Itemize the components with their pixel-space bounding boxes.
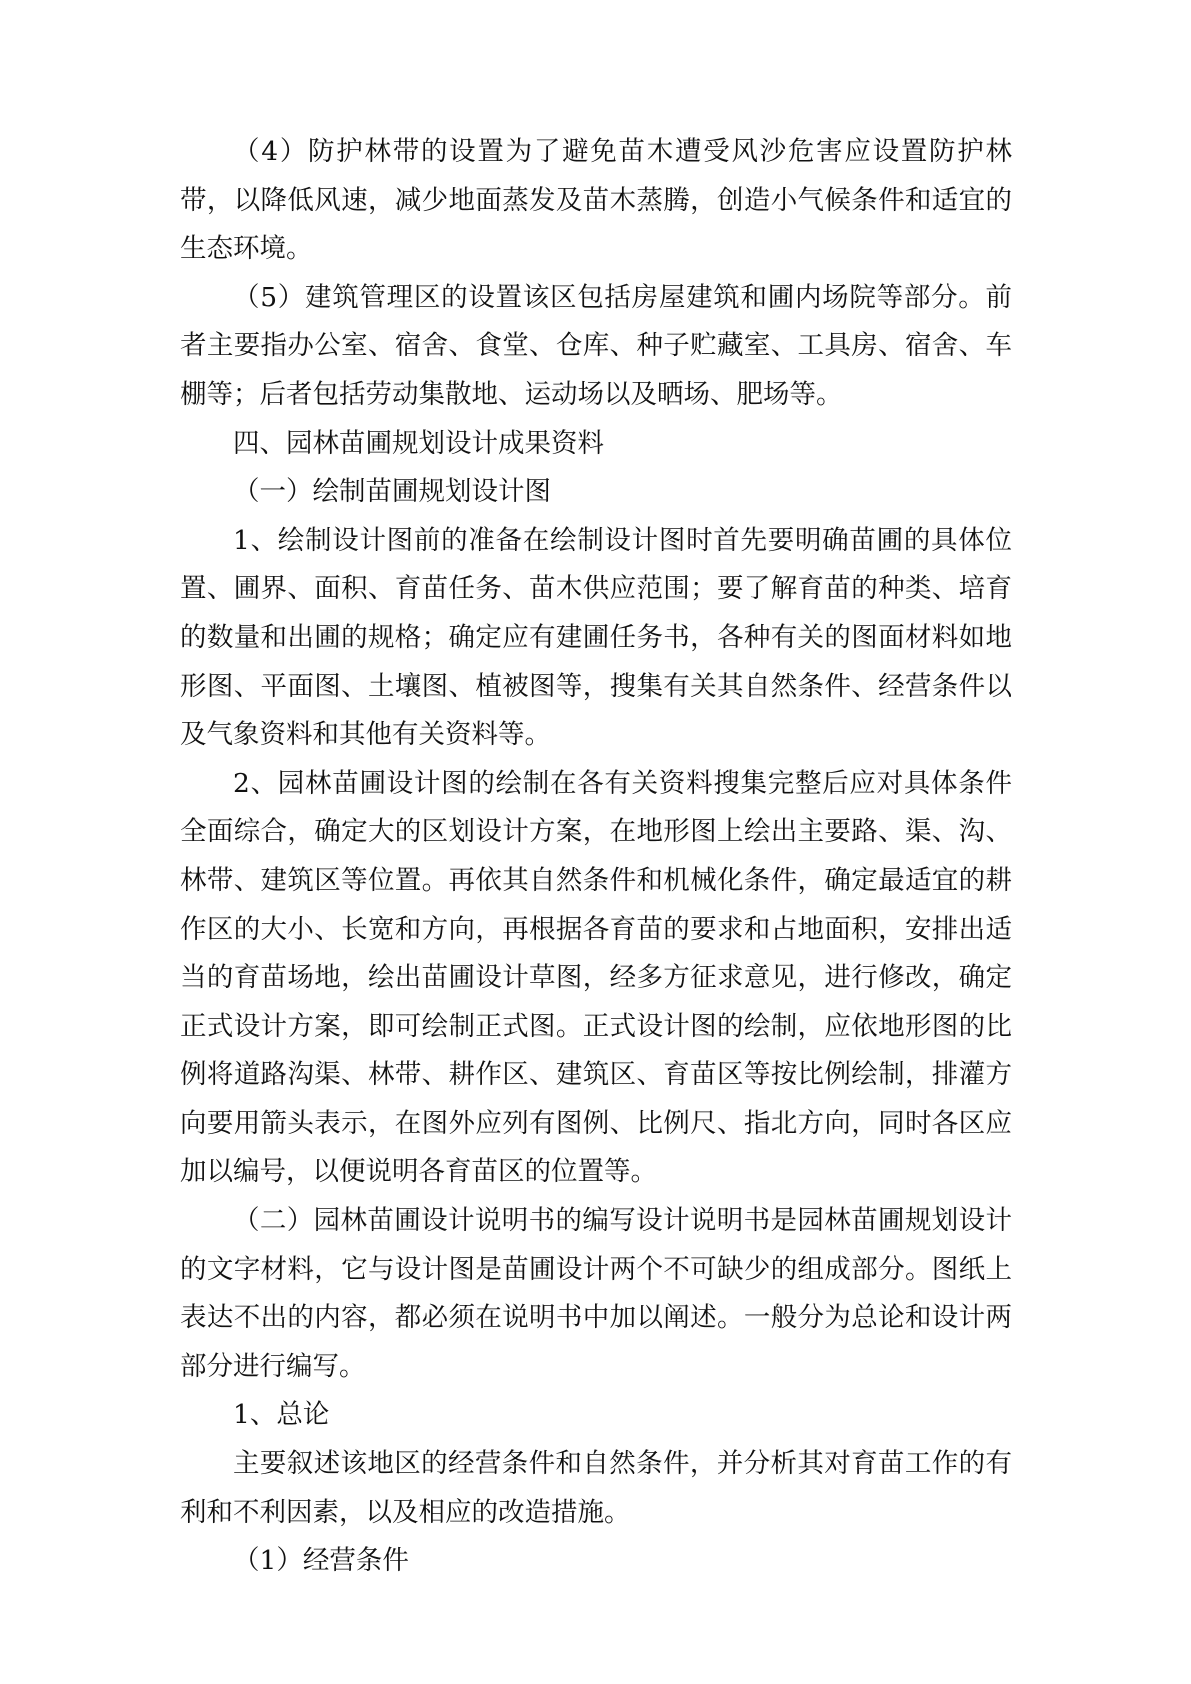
- subsection-heading-draw-design: （一）绘制苗圃规划设计图: [233, 476, 551, 508]
- document-body: [180, 128, 1012, 1586]
- paragraph-design-specification: （二）园林苗圃设计说明书的编写设计说明书是园林苗圃规划设计的文字材料，它与设计图是苗圃设计两个不可缺少的组成部分。图纸上表达不出的内容，都必须在说明书中加以阐述。一般分为总论和设计两部分进行编写。: [180, 1205, 1012, 1382]
- paragraph-general-overview: 主要叙述该地区的经营条件和自然条件，并分析其对育苗工作的有利和不利因素，以及相应的改造措施。: [180, 1448, 1012, 1528]
- paragraph-shelterbelt: （4）防护林带的设置为了避免苗木遭受风沙危害应设置防护林带，以降低风速，减少地面蒸发及苗木蒸腾，创造小气候条件和适宜的生态环境。: [180, 136, 1012, 265]
- heading-general-overview: 1、总论: [233, 1399, 330, 1431]
- paragraph-building-area: （5）建筑管理区的设置该区包括房屋建筑和圃内场院等部分。前者主要指办公室、宿舍、食堂、仓库、种子贮藏室、工具房、宿舍、车棚等；后者包括劳动集散地、运动场以及晒场、肥场等。: [180, 281, 1012, 410]
- heading-operating-conditions: （1）经营条件: [233, 1545, 409, 1577]
- paragraph-drawing: 2、园林苗圃设计图的绘制在各有关资料搜集完整后应对具体条件全面综合，确定大的区划设计方案，在地形图上绘出主要路、渠、沟、林带、建筑区等位置。再依其自然条件和机械化条件，确定最适宜的耕作区的大小、长宽和方向，再根据各育苗的要求和占地面积，安排出适当的育苗场地，绘出苗圃设计草图，经多方征求意见，进行修改，确定正式设计方案，即可绘制正式图。正式设计图的绘制，应依地形图的比例将道路沟渠、林带、耕作区、建筑区、育苗区等按比例绘制，排灌方向要用箭头表示，在图外应列有图例、比例尺、指北方向，同时各区应加以编号，以便说明各育苗区的位置等。: [180, 767, 1012, 1188]
- section-heading-design-results: 四、园林苗圃规划设计成果资料: [233, 427, 604, 459]
- paragraph-preparation: 1、绘制设计图前的准备在绘制设计图时首先要明确苗圃的具体位置、圃界、面积、育苗任务、苗木供应范围；要了解育苗的种类、培育的数量和出圃的规格；确定应有建圃任务书，各种有关的图面材料如地形图、平面图、土壤图、植被图等，搜集有关其自然条件、经营条件以及气象资料和其他有关资料等。: [180, 524, 1012, 751]
